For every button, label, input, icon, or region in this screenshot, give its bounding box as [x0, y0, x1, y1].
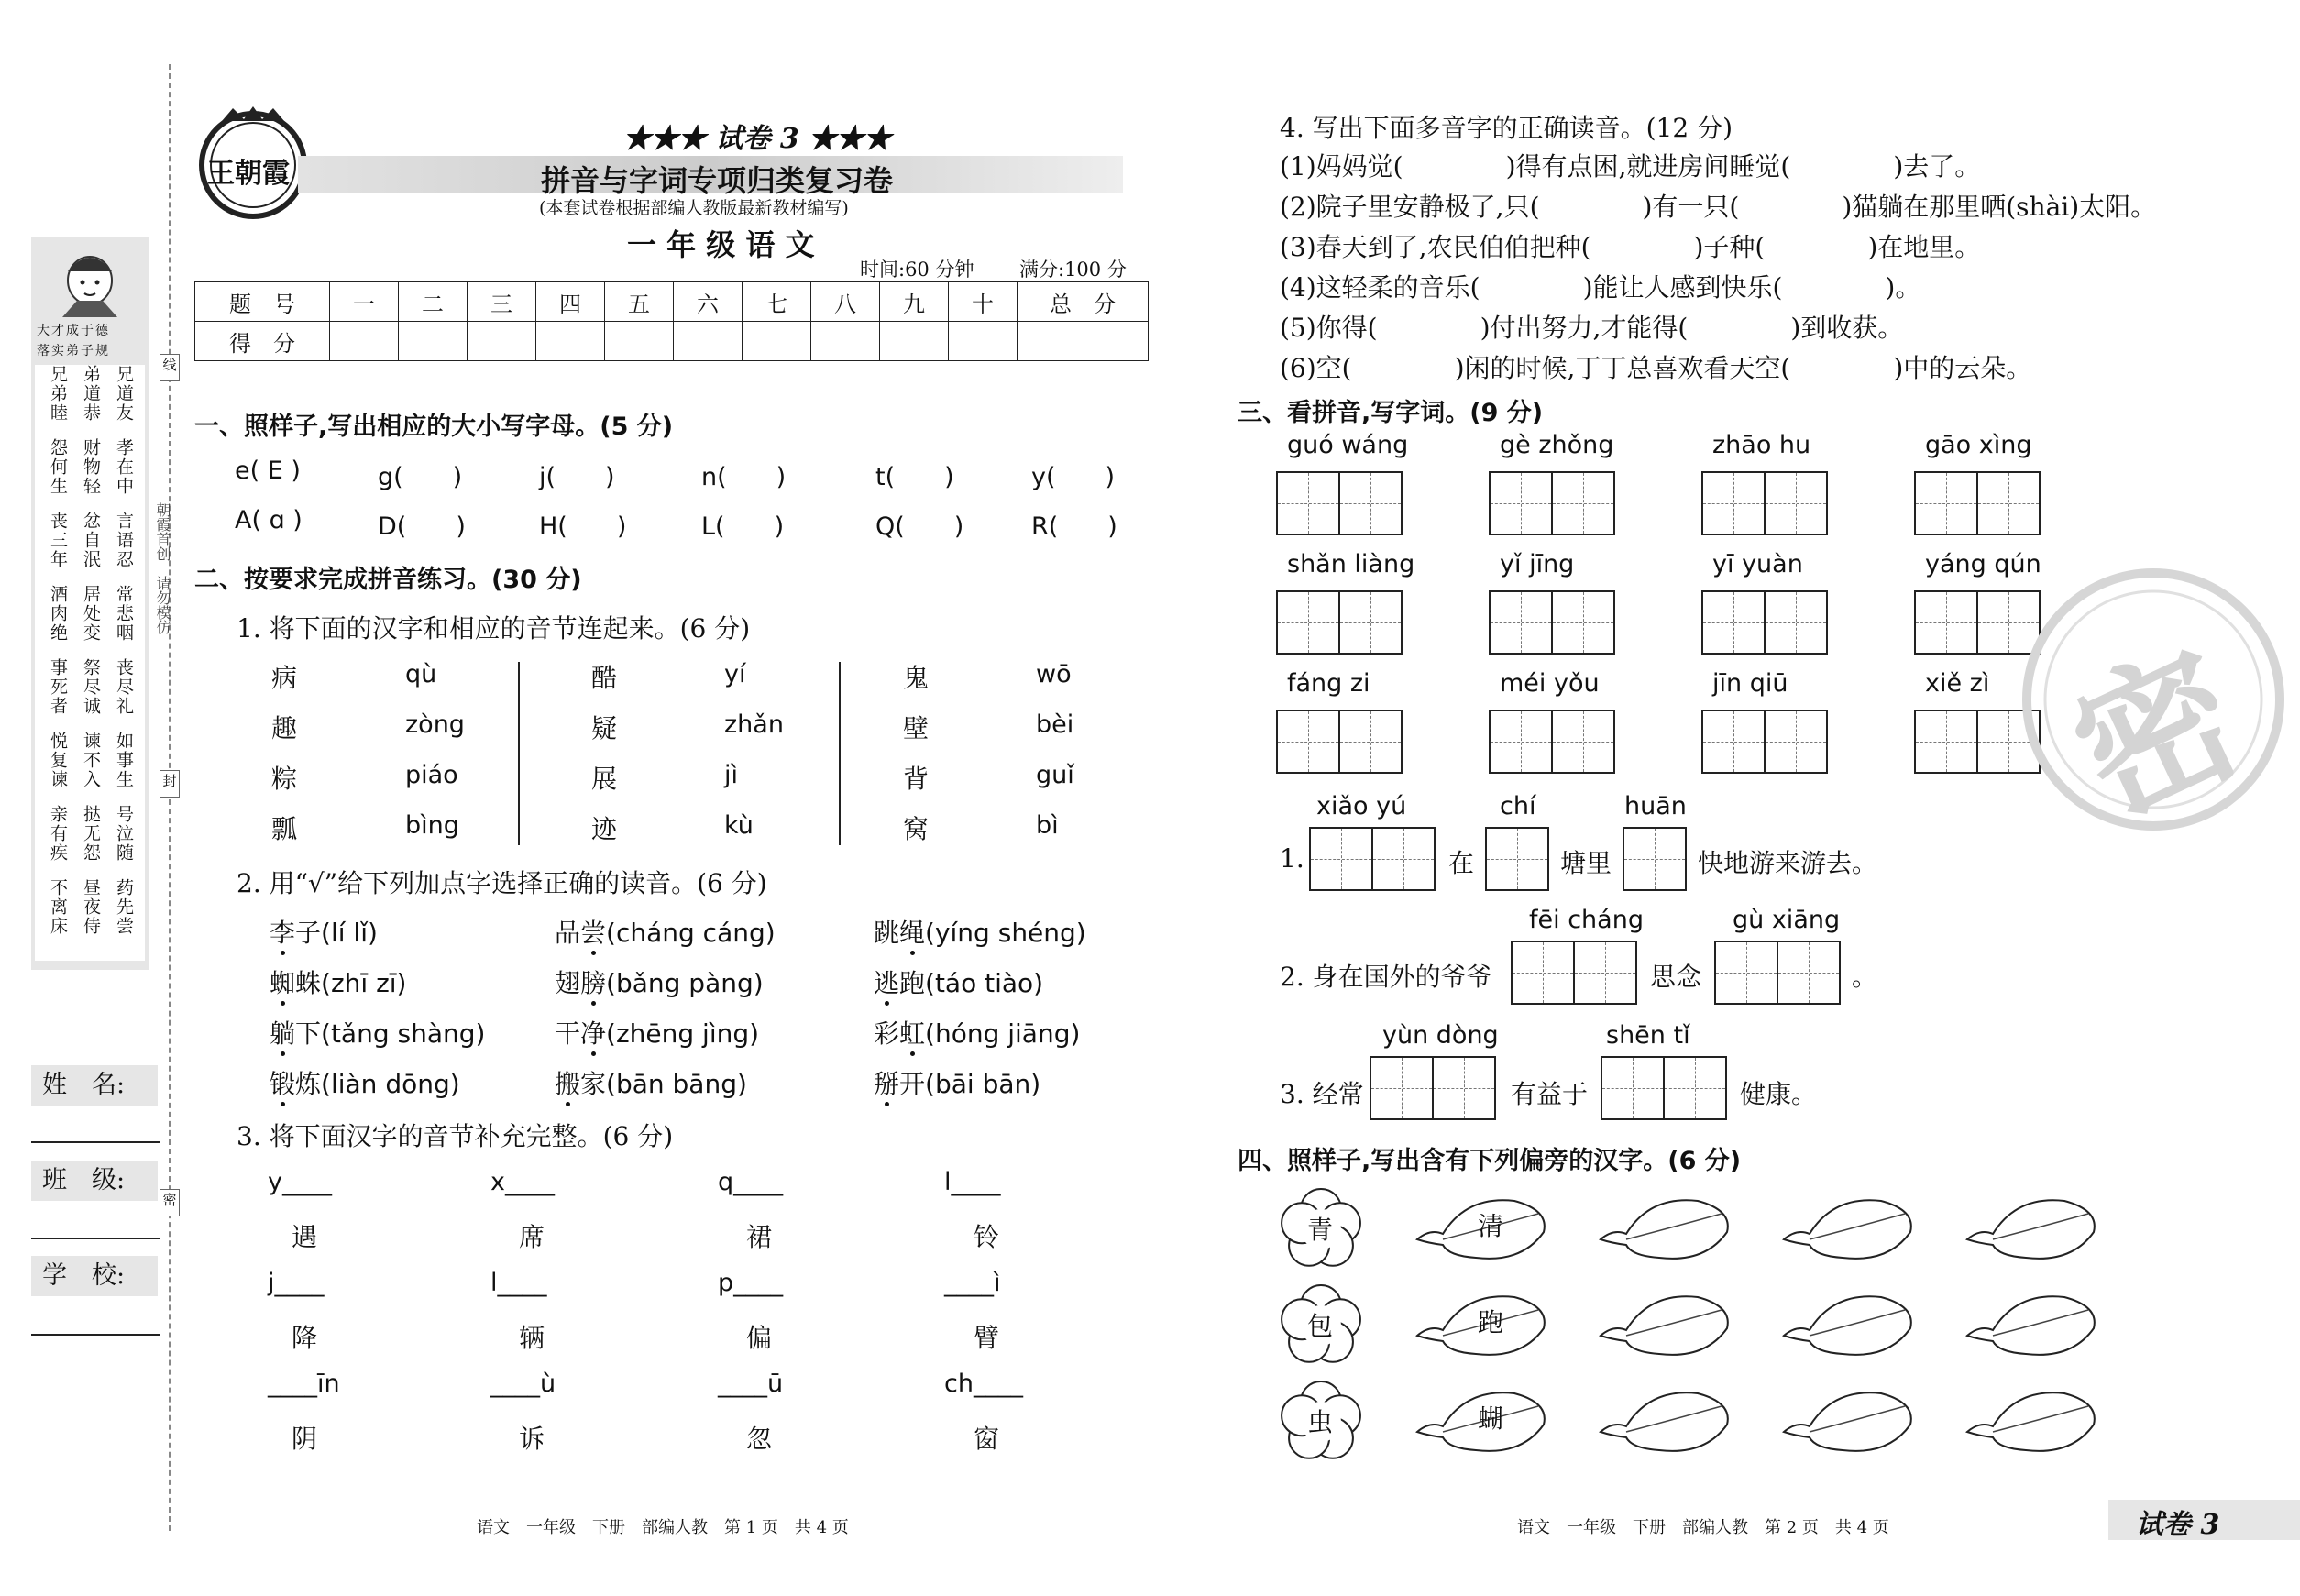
poem-column: 谏不入 — [81, 732, 101, 789]
match-pinyin[interactable]: bèi — [1036, 710, 1074, 739]
word-pinyin: gāo xìng — [1925, 431, 2032, 459]
section4-title: 四、照样子,写出含有下列偏旁的汉字。(6 分) — [1238, 1147, 1742, 1175]
score-header: 四 — [536, 282, 605, 322]
match-char[interactable]: 展 — [591, 764, 618, 794]
score-header: 三 — [468, 282, 536, 322]
polyphone-line[interactable]: (6)空( )闲的时候,丁丁总喜欢看天空( )中的云朵。 — [1280, 353, 2032, 383]
char-a: 锻 — [270, 1069, 296, 1099]
answer-leaf[interactable] — [1778, 1384, 1916, 1461]
char-a: 干 — [555, 1018, 581, 1049]
poem-column: 挞无怨 — [81, 805, 101, 863]
answer-leaf[interactable] — [1962, 1192, 2099, 1269]
char-a: 搬 — [555, 1069, 581, 1099]
char-a: 蜘 — [270, 968, 296, 998]
poem-column: 丧三年 — [48, 512, 68, 569]
letter-row1-item[interactable]: e( E ) — [235, 457, 301, 485]
q3-title: 3. 将下面汉字的音节补充完整。(6 分) — [237, 1121, 674, 1151]
poem-column: 悦复谏 — [48, 732, 68, 789]
word-grid[interactable] — [1489, 471, 1615, 535]
grid-cell[interactable] — [1338, 710, 1403, 774]
pinyin-options: (zhēng jìng) — [606, 1018, 760, 1049]
match-pinyin[interactable]: yí — [724, 660, 746, 688]
word-grid[interactable] — [1489, 710, 1615, 774]
match-pinyin[interactable]: piáo — [405, 761, 458, 789]
pronunciation-item[interactable] — [270, 1064, 460, 1101]
answer-leaf[interactable] — [1778, 1192, 1916, 1269]
motto-line-1: 大才成于德 — [37, 324, 110, 338]
char-b: 虹 — [899, 1018, 926, 1049]
syllable-char: 偏 — [746, 1323, 773, 1353]
syllable-blank[interactable]: ____ù — [490, 1370, 556, 1398]
syllable-char: 遇 — [292, 1222, 318, 1252]
syllable-blank[interactable]: ____ū — [718, 1370, 784, 1398]
syllable-char: 辆 — [519, 1323, 545, 1353]
score-header: 十 — [949, 282, 1018, 322]
example-char: 清 — [1478, 1211, 1504, 1241]
student-figure-icon — [50, 244, 130, 319]
s3-grid-1[interactable] — [1370, 1056, 1496, 1120]
score-cell[interactable] — [468, 322, 536, 361]
syllable-blank[interactable]: l____ — [490, 1269, 547, 1297]
school-field[interactable] — [31, 1334, 160, 1336]
polyphone-line[interactable]: (3)春天到了,农民伯伯把种( )子种( )在地里。 — [1280, 232, 1981, 262]
class-label: 班 级: — [31, 1161, 158, 1201]
letter-row1-item[interactable]: y( ) — [1031, 463, 1116, 491]
word-pinyin: fáng zi — [1287, 669, 1370, 698]
motto-line-2: 落实弟子规 — [37, 344, 110, 358]
pronunciation-item[interactable] — [270, 963, 406, 1000]
pronunciation-item[interactable] — [874, 1014, 1080, 1051]
pinyin-options: (hóng jiāng) — [925, 1018, 1081, 1049]
pinyin-options: (bǎng pàng) — [606, 968, 764, 998]
letter-row2-item[interactable]: L( ) — [701, 512, 785, 541]
syllable-blank[interactable]: j____ — [268, 1269, 325, 1297]
match-pinyin[interactable]: guǐ — [1036, 761, 1074, 789]
score-header: 总 分 — [1018, 282, 1149, 322]
grid-cell[interactable] — [1551, 710, 1615, 774]
polyphone-line[interactable]: (4)这轻柔的音乐( )能让人感到快乐( )。 — [1280, 272, 1921, 303]
grid-cell[interactable] — [1276, 590, 1340, 655]
grid-cell[interactable] — [1764, 710, 1828, 774]
poem-column: 言语忍 — [114, 512, 134, 569]
grid-cell[interactable] — [1701, 710, 1766, 774]
s3-end: 健康。 — [1740, 1079, 1818, 1109]
section2-title: 二、按要求完成拼音练习。(30 分) — [194, 566, 582, 594]
poem-column: 事死者 — [48, 658, 68, 716]
poem-column: 怨何生 — [48, 438, 68, 496]
polyphone-line[interactable]: (1)妈妈觉( )得有点困,就进房间睡觉( )去了。 — [1280, 151, 1981, 182]
polyphone-line[interactable]: (2)院子里安静极了,只( )有一只( )猫躺在那里晒(shài)太阳。 — [1280, 192, 2157, 222]
q2-title: 2. 用“√”给下列加点字选择正确的读音。(6 分) — [237, 868, 767, 898]
match-pinyin[interactable]: kù — [724, 811, 754, 840]
score-header: 二 — [399, 282, 468, 322]
answer-leaf[interactable] — [1962, 1288, 2099, 1365]
word-grid[interactable] — [1914, 471, 2041, 535]
poem-column: 亲有疾 — [48, 805, 68, 863]
grade-subject: 一 年 级 语 文 — [627, 227, 815, 262]
score-cell[interactable] — [949, 322, 1018, 361]
pinyin-options: (zhī zī) — [321, 968, 407, 998]
grid-cell[interactable] — [1489, 590, 1553, 655]
paper-label: 试卷 3 — [715, 123, 799, 155]
score-header: 五 — [605, 282, 674, 322]
word-pinyin: guó wáng — [1287, 431, 1409, 459]
example-char: 蝴 — [1478, 1403, 1504, 1434]
syllable-blank[interactable]: l____ — [944, 1168, 1001, 1196]
poem-column: 酒肉绝 — [48, 585, 68, 643]
name-field[interactable] — [31, 1141, 160, 1143]
score-cell[interactable] — [1018, 322, 1149, 361]
word-pinyin: gè zhǒng — [1500, 431, 1614, 459]
score-cell[interactable] — [399, 322, 468, 361]
school-label: 学 校: — [31, 1256, 158, 1296]
letter-row1-item[interactable]: g( ) — [378, 463, 463, 491]
score-row-label: 得 分 — [195, 322, 330, 361]
score-cell[interactable] — [330, 322, 399, 361]
match-pinyin[interactable]: zòng — [405, 710, 465, 739]
corner-paper-label: 试卷 3 — [2136, 1509, 2220, 1541]
match-pinyin[interactable]: qù — [405, 660, 437, 688]
letter-row2-item[interactable]: A( ɑ ) — [235, 506, 303, 534]
seal-mark-mi: 密 — [160, 1189, 180, 1216]
s2-grid-1[interactable] — [1511, 941, 1637, 1005]
radical-char: 包 — [1307, 1311, 1334, 1341]
char-b: 炼 — [295, 1069, 322, 1099]
char-b: 尝 — [580, 918, 607, 948]
word-pinyin: yī yuàn — [1712, 550, 1803, 578]
poem-column: 昼夜侍 — [81, 878, 101, 936]
char-b: 绳 — [899, 918, 926, 948]
answer-leaf[interactable] — [1962, 1384, 2099, 1461]
char-a: 彩 — [874, 1018, 900, 1049]
score-header: 九 — [880, 282, 949, 322]
radical-char: 青 — [1307, 1215, 1334, 1245]
letter-row1-item[interactable]: n( ) — [701, 463, 787, 491]
char-a: 逃 — [874, 968, 900, 998]
score-cell[interactable] — [674, 322, 743, 361]
copyright-note: 朝霞首创 请勿模仿 — [154, 502, 171, 634]
match-pinyin[interactable]: zhǎn — [724, 710, 784, 739]
pinyin-options: (lí lǐ) — [321, 918, 378, 948]
grid-cell[interactable] — [1764, 471, 1828, 535]
divider — [839, 662, 841, 845]
pinyin-options: (cháng cáng) — [606, 918, 776, 948]
poem-column: 兄道友 — [114, 365, 134, 423]
score-cell[interactable] — [811, 322, 880, 361]
name-label: 姓 名: — [31, 1065, 158, 1106]
syllable-blank[interactable]: y____ — [268, 1168, 332, 1196]
sidebar-motto-panel — [31, 237, 149, 970]
pinyin-options: (bāi bān) — [925, 1069, 1041, 1099]
match-char[interactable]: 粽 — [271, 764, 298, 794]
word-pinyin: méi yǒu — [1500, 669, 1600, 698]
s2-grid-2[interactable] — [1714, 941, 1841, 1005]
s2-end: 。 — [1852, 962, 1878, 992]
char-a: 李 — [270, 918, 296, 948]
match-pinyin[interactable]: jì — [724, 761, 739, 789]
answer-leaf[interactable] — [1595, 1288, 1733, 1365]
match-pinyin[interactable]: bìng — [405, 811, 459, 840]
grid-cell[interactable] — [1551, 590, 1615, 655]
letter-row2-item[interactable]: Q( ) — [875, 512, 964, 541]
time-limit: 时间:60 分钟 — [860, 259, 974, 281]
grid-cell[interactable] — [1276, 710, 1340, 774]
match-char[interactable]: 鬼 — [903, 663, 930, 693]
pronunciation-item[interactable] — [555, 963, 764, 1000]
divider — [518, 662, 520, 845]
grid-cell[interactable] — [1701, 471, 1766, 535]
letter-row2-item[interactable]: H( ) — [539, 512, 627, 541]
class-field[interactable] — [31, 1238, 160, 1239]
score-cell[interactable] — [605, 322, 674, 361]
s3-prefix: 3. 经常 — [1280, 1079, 1364, 1109]
pronunciation-item[interactable] — [270, 913, 378, 950]
pinyin-options: (bān bāng) — [606, 1069, 747, 1099]
poem-column: 常悲咽 — [114, 585, 134, 643]
word-grid[interactable] — [1276, 471, 1403, 535]
grid-cell[interactable] — [1338, 471, 1403, 535]
score-header: 七 — [743, 282, 811, 322]
syllable-char: 忽 — [746, 1424, 773, 1454]
grid-cell[interactable] — [1276, 471, 1340, 535]
poem-column: 祭尽诚 — [81, 658, 101, 716]
s2-prefix: 2. 身在国外的爷爷 — [1280, 962, 1492, 992]
syllable-char: 诉 — [519, 1424, 545, 1454]
match-char[interactable]: 瓢 — [271, 814, 298, 844]
poem-column: 弟道恭 — [81, 365, 101, 423]
s1-text-1: 在 — [1448, 848, 1475, 878]
match-char[interactable]: 背 — [903, 764, 930, 794]
s1-text-3: 快地游来游去。 — [1698, 848, 1878, 878]
score-header: 题 号 — [195, 282, 330, 322]
grid-cell[interactable] — [1489, 710, 1553, 774]
paper-number: ★★★ 试卷 3 ★★★ — [623, 123, 892, 155]
char-b: 膀 — [580, 968, 607, 998]
poem-columns — [35, 365, 145, 961]
word-grid[interactable] — [1701, 471, 1828, 535]
score-table — [194, 281, 1149, 361]
syllable-char: 降 — [292, 1323, 318, 1353]
grid-cell[interactable] — [1489, 471, 1553, 535]
match-char[interactable]: 疑 — [591, 713, 618, 743]
pronunciation-item[interactable] — [270, 1014, 485, 1051]
seal-mark-feng: 封 — [160, 770, 180, 798]
answer-leaf[interactable] — [1778, 1288, 1916, 1365]
pronunciation-item[interactable] — [555, 913, 776, 950]
logo-text: 王朝霞 — [207, 158, 290, 190]
grid-cell[interactable] — [1914, 710, 1978, 774]
syllable-char: 臂 — [974, 1323, 1000, 1353]
char-b: 跑 — [899, 968, 926, 998]
char-a: 跳 — [874, 918, 900, 948]
seal-mark-xian: 线 — [160, 354, 180, 381]
word-grid[interactable] — [1701, 590, 1828, 655]
s2-pinyin-1: fēi cháng — [1529, 906, 1644, 934]
syllable-char: 裙 — [746, 1222, 773, 1252]
grid-cell[interactable] — [1764, 590, 1828, 655]
score-header: 六 — [674, 282, 743, 322]
s1-grid-3[interactable] — [1623, 827, 1687, 891]
word-pinyin: shǎn liàng — [1287, 550, 1415, 578]
s1-pinyin-1: xiǎo yú — [1316, 792, 1407, 820]
match-char[interactable]: 壁 — [903, 713, 930, 743]
letter-row1-item[interactable]: t( ) — [875, 463, 954, 491]
score-header: 一 — [330, 282, 399, 322]
match-char[interactable]: 窝 — [903, 814, 930, 844]
example-char: 跑 — [1478, 1307, 1504, 1337]
match-char[interactable]: 趣 — [271, 713, 298, 743]
answer-leaf[interactable] — [1595, 1384, 1733, 1461]
poem-column: 如事生 — [114, 732, 134, 789]
poem-column: 兄弟睦 — [48, 365, 68, 423]
radical-char: 虫 — [1307, 1407, 1334, 1437]
binding-dashed-line — [169, 64, 171, 1531]
pinyin-options: (yíng shéng) — [925, 918, 1086, 948]
char-a: 品 — [555, 918, 581, 948]
match-pinyin[interactable]: bì — [1036, 811, 1059, 840]
s3-pinyin-2: shēn tǐ — [1606, 1021, 1690, 1050]
poem-column: 财物轻 — [81, 438, 101, 496]
pronunciation-item[interactable] — [874, 913, 1086, 950]
pinyin-options: (liàn dōng) — [321, 1069, 460, 1099]
s1-pinyin-2: chí — [1500, 792, 1536, 820]
match-pinyin[interactable]: wō — [1036, 660, 1072, 688]
char-b: 蛛 — [295, 968, 322, 998]
section3-title: 三、看拼音,写字词。(9 分) — [1238, 399, 1544, 427]
grid-cell[interactable] — [1976, 471, 2041, 535]
word-grid[interactable] — [1489, 590, 1615, 655]
word-grid[interactable] — [1701, 710, 1828, 774]
match-char[interactable]: 病 — [271, 663, 298, 693]
full-score: 满分:100 分 — [1019, 259, 1127, 281]
letter-row2-item[interactable]: D( ) — [378, 512, 466, 541]
grid-cell[interactable] — [1338, 590, 1403, 655]
word-grid[interactable] — [1276, 590, 1403, 655]
char-b: 家 — [580, 1069, 607, 1099]
syllable-blank[interactable]: q____ — [718, 1168, 784, 1196]
s3-text-1: 有益于 — [1511, 1079, 1589, 1109]
stamp-text: 密 — [2047, 619, 2267, 852]
word-pinyin: yǐ jīng — [1500, 550, 1575, 578]
s3-grid-2[interactable] — [1601, 1056, 1727, 1120]
match-char[interactable]: 迹 — [591, 814, 618, 844]
subtitle: (本套试卷根据部编人教版最新教材编写) — [539, 198, 849, 218]
grid-cell[interactable] — [1551, 471, 1615, 535]
polyphone-line[interactable]: (5)你得( )付出努力,才能得( )到收获。 — [1280, 313, 1904, 343]
score-cell[interactable] — [536, 322, 605, 361]
s2-text-1: 思念 — [1650, 962, 1702, 992]
grid-cell[interactable] — [1914, 590, 1978, 655]
grid-cell[interactable] — [1701, 590, 1766, 655]
letter-row1-item[interactable]: j( ) — [539, 463, 615, 491]
poem-column: 孝在中 — [114, 438, 134, 496]
char-a: 翅 — [555, 968, 581, 998]
score-cell[interactable] — [743, 322, 811, 361]
q1-title: 1. 将下面的汉字和相应的音节连起来。(6 分) — [237, 613, 751, 644]
s1-pinyin-3: huān — [1624, 792, 1687, 820]
syllable-char: 席 — [519, 1222, 545, 1252]
pronunciation-item[interactable] — [874, 963, 1043, 1000]
pronunciation-item[interactable] — [874, 1064, 1040, 1101]
section1-title: 一、照样子,写出相应的大小写字母。(5 分) — [194, 413, 674, 441]
syllable-blank[interactable]: x____ — [490, 1168, 555, 1196]
word-pinyin: yáng qún — [1925, 550, 2041, 578]
word-pinyin: xiě zì — [1925, 669, 1990, 698]
score-header: 八 — [811, 282, 880, 322]
footer-left: 语文 一年级 下册 部编人教 第 1 页 共 4 页 — [477, 1518, 849, 1537]
syllable-blank[interactable]: ____ì — [944, 1269, 1001, 1297]
syllable-blank[interactable]: ch____ — [944, 1370, 1023, 1398]
pinyin-options: (táo tiào) — [925, 968, 1044, 998]
letter-row2-item[interactable]: R( ) — [1031, 512, 1117, 541]
s3-pinyin-1: yùn dòng — [1382, 1021, 1499, 1050]
s1-grid-1[interactable] — [1309, 827, 1436, 891]
footer-right: 语文 一年级 下册 部编人教 第 2 页 共 4 页 — [1517, 1518, 1889, 1537]
syllable-char: 铃 — [974, 1222, 1000, 1252]
word-pinyin: jīn qiū — [1712, 669, 1788, 698]
poem-column: 忿自泯 — [81, 512, 101, 569]
s2-pinyin-2: gù xiāng — [1733, 906, 1841, 934]
answer-leaf[interactable] — [1595, 1192, 1733, 1269]
word-grid[interactable] — [1276, 710, 1403, 774]
char-b: 子 — [295, 918, 322, 948]
s1-num: 1. — [1280, 843, 1304, 874]
char-a: 躺 — [270, 1018, 296, 1049]
char-a: 掰 — [874, 1069, 900, 1099]
poem-column: 不离床 — [48, 878, 68, 936]
grid-cell[interactable] — [1914, 471, 1978, 535]
poem-column: 号泣随 — [114, 805, 134, 863]
word-pinyin: zhāo hu — [1712, 431, 1811, 459]
q4-title: 4. 写出下面多音字的正确读音。(12 分) — [1280, 113, 1733, 143]
main-title: 拼音与字词专项归类复习卷 — [541, 163, 894, 198]
s1-text-2: 塘里 — [1560, 848, 1612, 878]
pronunciation-item[interactable] — [555, 1064, 747, 1101]
pinyin-options: (tǎng shàng) — [321, 1018, 486, 1049]
pronunciation-item[interactable] — [555, 1014, 759, 1051]
syllable-char: 窗 — [974, 1424, 1000, 1454]
poem-column: 药先尝 — [114, 878, 134, 936]
poem-column: 居处变 — [81, 585, 101, 643]
char-b: 下 — [295, 1018, 322, 1049]
s1-grid-2[interactable] — [1485, 827, 1549, 891]
score-cell[interactable] — [880, 322, 949, 361]
syllable-blank[interactable]: ____īn — [268, 1370, 340, 1398]
poem-column: 丧尽礼 — [114, 658, 134, 716]
char-b: 净 — [580, 1018, 607, 1049]
match-char[interactable]: 酷 — [591, 663, 618, 693]
syllable-char: 阴 — [292, 1424, 318, 1454]
char-b: 开 — [899, 1069, 926, 1099]
syllable-blank[interactable]: p____ — [718, 1269, 784, 1297]
